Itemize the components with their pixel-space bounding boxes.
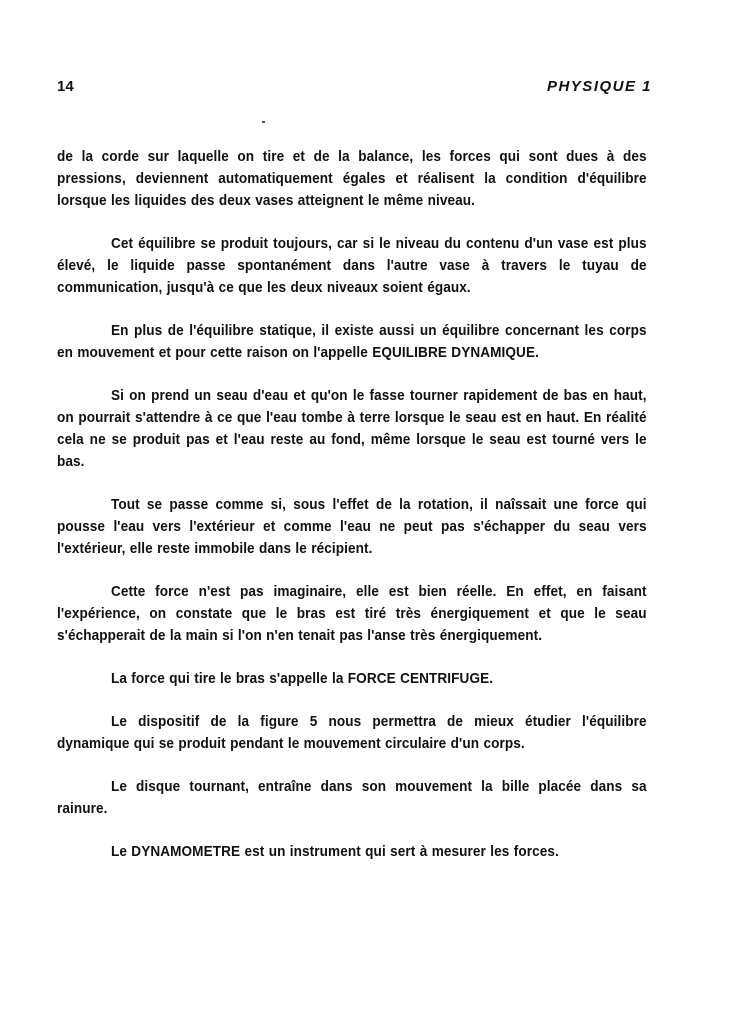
page-number: 14 [57,78,74,95]
paragraph-6: Cette force n'est pas imaginaire, elle est bien réelle. En effet, en faisant l'expérience, on constate que le bras est tiré très énergiquement et que le seau s'échapperait de la main si l'on n'en tenait pas l'anse très énergiquement. [57,584,647,644]
paragraph-5: Tout se passe comme si, sous l'effet de la rotation, il naîssait une force qui pousse l'eau vers l'extérieur et comme l'eau ne peut pas s'échapper du seau vers l'extérieur, elle reste immobile dans le récipient. [57,497,647,557]
page-body [57,146,647,863]
scan-speck [262,121,265,123]
page-header [57,78,652,98]
paragraph-1: de la corde sur laquelle on tire et de la balance, les forces qui sont dues à des pressions, deviennent automatiquement égales et réalisent la condition d'équilibre lorsque les liquides des deux vases atteignent le même niveau. [57,149,647,209]
paragraph-9: Le disque tournant, entraîne dans son mouvement la bille placée dans sa rainure. [57,779,647,817]
paragraph-8: Le dispositif de la figure 5 nous permettra de mieux étudier l'équilibre dynamique qui se produit pendant le mouvement circulaire d'un corps. [57,714,647,752]
running-title: PHYSIQUE 1 [546,78,652,95]
paragraph-3: En plus de l'équilibre statique, il existe aussi un équilibre concernant les corps en mouvement et pour cette raison on l'appelle EQUILIBRE DYNAMIQUE. [57,323,647,361]
paragraph-2: Cet équilibre se produit toujours, car si le niveau du contenu d'un vase est plus élevé, le liquide passe spontanément dans l'autre vase à travers le tuyau de communication, jusqu'à ce que les deux niveaux soient égaux. [57,236,647,296]
paragraph-4: Si on prend un seau d'eau et qu'on le fasse tourner rapidement de bas en haut, on pourrait s'attendre à ce que l'eau tombe à terre lorsque le seau est en haut. En réalité cela ne se produit pas et l'eau reste au fond, même lorsque le seau est tourné vers le bas. [57,388,647,470]
paragraph-10: Le DYNAMOMETRE est un instrument qui sert à mesurer les forces. [110,844,559,860]
paragraph-7: La force qui tire le bras s'appelle la FORCE CENTRIFUGE. [110,671,494,687]
